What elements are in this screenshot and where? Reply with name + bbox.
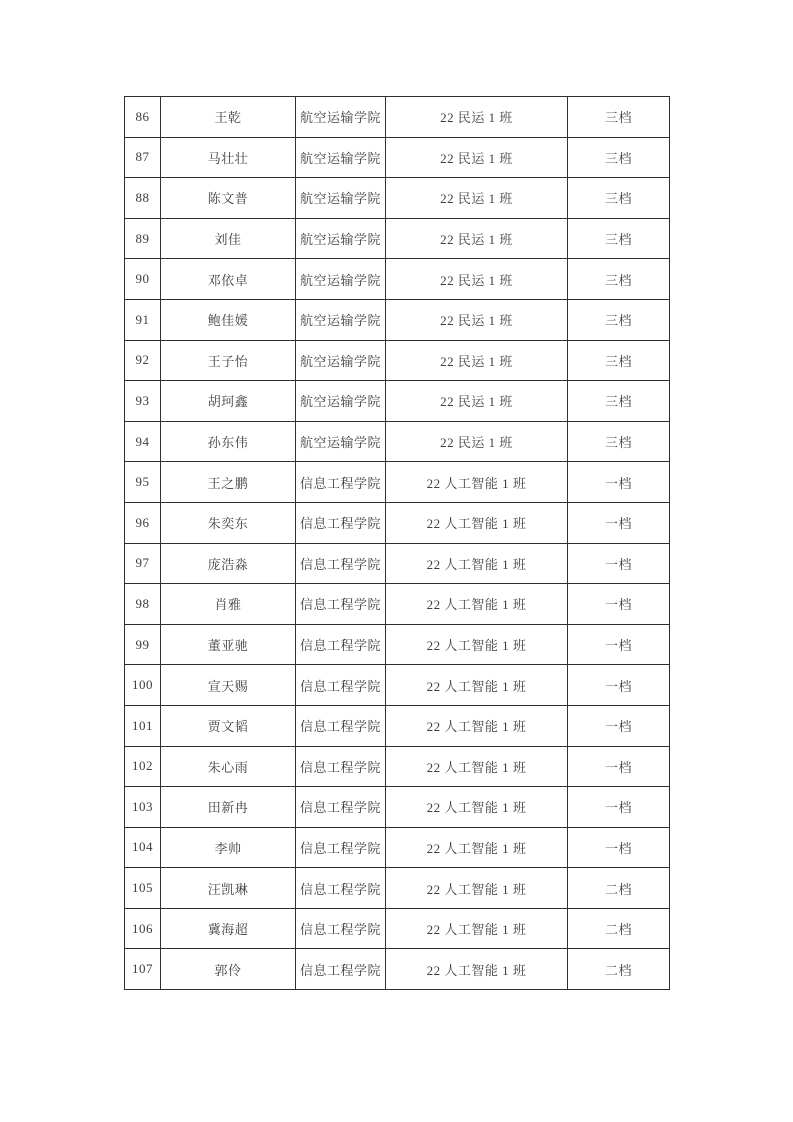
cell-college: 信息工程学院: [296, 908, 386, 949]
cell-college: 信息工程学院: [296, 584, 386, 625]
cell-tier: 三档: [568, 381, 670, 422]
cell-number: 106: [125, 908, 161, 949]
cell-name: 胡珂鑫: [161, 381, 296, 422]
cell-college: 航空运输学院: [296, 299, 386, 340]
cell-tier: 二档: [568, 868, 670, 909]
cell-number: 96: [125, 502, 161, 543]
cell-college: 信息工程学院: [296, 746, 386, 787]
table-row: [125, 462, 670, 503]
table-row: [125, 502, 670, 543]
cell-number: 98: [125, 584, 161, 625]
cell-number: 92: [125, 340, 161, 381]
cell-number: 87: [125, 137, 161, 178]
cell-name: 鲍佳媛: [161, 299, 296, 340]
student-table: [124, 96, 670, 990]
table-row: [125, 299, 670, 340]
cell-name: 汪凯琳: [161, 868, 296, 909]
cell-tier: 一档: [568, 502, 670, 543]
table-row: [125, 949, 670, 990]
cell-college: 航空运输学院: [296, 218, 386, 259]
cell-number: 103: [125, 787, 161, 828]
cell-number: 88: [125, 178, 161, 219]
cell-tier: 三档: [568, 421, 670, 462]
cell-name: 朱心雨: [161, 746, 296, 787]
cell-class: 22 民运 1 班: [386, 421, 568, 462]
cell-name: 刘佳: [161, 218, 296, 259]
table-row: [125, 543, 670, 584]
table-row: [125, 218, 670, 259]
cell-class: 22 民运 1 班: [386, 299, 568, 340]
cell-number: 99: [125, 624, 161, 665]
cell-name: 宣天赐: [161, 665, 296, 706]
cell-name: 邓依卓: [161, 259, 296, 300]
cell-tier: 三档: [568, 137, 670, 178]
cell-name: 王之鹏: [161, 462, 296, 503]
cell-number: 107: [125, 949, 161, 990]
table-row: [125, 178, 670, 219]
table-row: [125, 381, 670, 422]
cell-class: 22 民运 1 班: [386, 218, 568, 259]
cell-name: 马壮壮: [161, 137, 296, 178]
table-row: [125, 624, 670, 665]
cell-tier: 三档: [568, 340, 670, 381]
cell-number: 89: [125, 218, 161, 259]
cell-number: 94: [125, 421, 161, 462]
table-row: [125, 705, 670, 746]
cell-tier: 一档: [568, 462, 670, 503]
cell-tier: 三档: [568, 259, 670, 300]
cell-name: 朱奕东: [161, 502, 296, 543]
cell-tier: 二档: [568, 949, 670, 990]
cell-number: 91: [125, 299, 161, 340]
cell-class: 22 人工智能 1 班: [386, 705, 568, 746]
cell-college: 信息工程学院: [296, 787, 386, 828]
cell-tier: 一档: [568, 705, 670, 746]
table-body: [125, 97, 670, 990]
cell-class: 22 人工智能 1 班: [386, 949, 568, 990]
cell-college: 航空运输学院: [296, 178, 386, 219]
cell-college: 信息工程学院: [296, 502, 386, 543]
cell-number: 97: [125, 543, 161, 584]
cell-college: 信息工程学院: [296, 665, 386, 706]
cell-tier: 一档: [568, 746, 670, 787]
cell-number: 86: [125, 97, 161, 138]
cell-number: 101: [125, 705, 161, 746]
table-row: [125, 421, 670, 462]
cell-number: 93: [125, 381, 161, 422]
cell-class: 22 人工智能 1 班: [386, 868, 568, 909]
cell-tier: 一档: [568, 584, 670, 625]
cell-class: 22 民运 1 班: [386, 259, 568, 300]
cell-tier: 一档: [568, 665, 670, 706]
table-row: [125, 868, 670, 909]
cell-number: 95: [125, 462, 161, 503]
cell-tier: 一档: [568, 787, 670, 828]
cell-name: 庞浩淼: [161, 543, 296, 584]
cell-name: 陈文普: [161, 178, 296, 219]
cell-college: 航空运输学院: [296, 97, 386, 138]
cell-class: 22 民运 1 班: [386, 97, 568, 138]
cell-college: 航空运输学院: [296, 381, 386, 422]
cell-college: 航空运输学院: [296, 137, 386, 178]
cell-name: 李帅: [161, 827, 296, 868]
cell-name: 王乾: [161, 97, 296, 138]
table-row: [125, 787, 670, 828]
cell-college: 信息工程学院: [296, 868, 386, 909]
cell-number: 105: [125, 868, 161, 909]
cell-class: 22 人工智能 1 班: [386, 462, 568, 503]
cell-class: 22 人工智能 1 班: [386, 584, 568, 625]
cell-class: 22 人工智能 1 班: [386, 502, 568, 543]
table-row: [125, 259, 670, 300]
cell-class: 22 人工智能 1 班: [386, 543, 568, 584]
cell-college: 信息工程学院: [296, 705, 386, 746]
cell-college: 信息工程学院: [296, 827, 386, 868]
cell-class: 22 人工智能 1 班: [386, 787, 568, 828]
cell-tier: 三档: [568, 178, 670, 219]
table-row: [125, 97, 670, 138]
cell-name: 田新冉: [161, 787, 296, 828]
cell-college: 信息工程学院: [296, 624, 386, 665]
cell-tier: 三档: [568, 299, 670, 340]
cell-tier: 三档: [568, 218, 670, 259]
cell-tier: 一档: [568, 827, 670, 868]
cell-name: 王子怡: [161, 340, 296, 381]
cell-class: 22 人工智能 1 班: [386, 908, 568, 949]
cell-college: 航空运输学院: [296, 259, 386, 300]
cell-class: 22 人工智能 1 班: [386, 624, 568, 665]
cell-tier: 一档: [568, 543, 670, 584]
cell-class: 22 人工智能 1 班: [386, 746, 568, 787]
cell-tier: 一档: [568, 624, 670, 665]
cell-tier: 二档: [568, 908, 670, 949]
cell-class: 22 人工智能 1 班: [386, 665, 568, 706]
cell-name: 肖雅: [161, 584, 296, 625]
table-row: [125, 908, 670, 949]
cell-class: 22 民运 1 班: [386, 137, 568, 178]
table-row: [125, 340, 670, 381]
cell-name: 贾文韬: [161, 705, 296, 746]
cell-number: 104: [125, 827, 161, 868]
table-row: [125, 137, 670, 178]
cell-number: 90: [125, 259, 161, 300]
cell-number: 100: [125, 665, 161, 706]
cell-class: 22 民运 1 班: [386, 340, 568, 381]
table-row: [125, 584, 670, 625]
cell-tier: 三档: [568, 97, 670, 138]
cell-name: 孙东伟: [161, 421, 296, 462]
cell-class: 22 人工智能 1 班: [386, 827, 568, 868]
table-row: [125, 746, 670, 787]
cell-name: 董亚驰: [161, 624, 296, 665]
cell-college: 信息工程学院: [296, 543, 386, 584]
cell-class: 22 民运 1 班: [386, 381, 568, 422]
cell-college: 航空运输学院: [296, 340, 386, 381]
cell-name: 冀海超: [161, 908, 296, 949]
cell-college: 信息工程学院: [296, 949, 386, 990]
cell-class: 22 民运 1 班: [386, 178, 568, 219]
cell-college: 航空运输学院: [296, 421, 386, 462]
cell-name: 郭伶: [161, 949, 296, 990]
cell-college: 信息工程学院: [296, 462, 386, 503]
table-row: [125, 665, 670, 706]
table-row: [125, 827, 670, 868]
cell-number: 102: [125, 746, 161, 787]
